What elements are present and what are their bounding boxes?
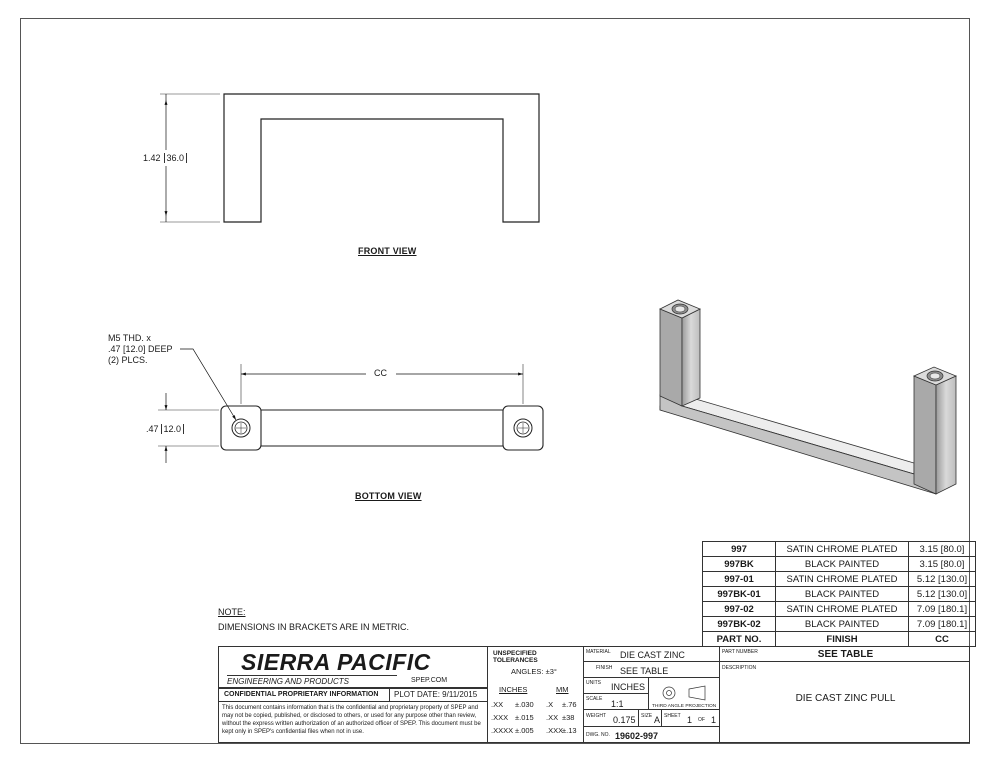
cc-dimension-label: CC (374, 368, 387, 378)
note-text: DIMENSIONS IN BRACKETS ARE IN METRIC. (218, 622, 410, 632)
tolerance-key: .X (546, 700, 554, 709)
finish-box (583, 661, 720, 678)
tolerance-value: ±.13 (562, 726, 577, 735)
tolerance-row (546, 711, 577, 724)
dwg-no-box (583, 726, 720, 743)
scale-label: SCALE (586, 696, 603, 702)
tolerance-key: .XX (546, 713, 559, 722)
plot-date-value: 9/11/2015 (442, 690, 478, 699)
bottom-view-title: BOTTOM VIEW (355, 491, 422, 501)
sheet-value: 1 (687, 715, 693, 725)
tolerance-value: ±38 (562, 713, 575, 722)
finish-value: SEE TABLE (620, 666, 669, 676)
third-angle-projection-icon (659, 683, 709, 703)
company-name: SIERRA PACIFIC (241, 649, 431, 675)
parts-table-row (703, 587, 976, 602)
confidential-title-box (218, 688, 390, 702)
tolerance-value: ±.015 (515, 713, 534, 722)
projection-box (648, 677, 720, 710)
note-heading: NOTE: (218, 607, 246, 617)
height-dim-in: 1.42 (143, 153, 161, 163)
callout-line-1: M5 THD. x (108, 333, 151, 343)
parts-table-cell-finish: SATIN CHROME PLATED (776, 572, 909, 587)
tolerance-mm-list (546, 698, 577, 737)
parts-table-cell-finish: BLACK PAINTED (776, 557, 909, 572)
parts-table-cell-part: 997 (703, 542, 776, 557)
parts-table-header-cc: CC (909, 632, 976, 647)
tolerance-row (491, 698, 534, 711)
parts-table-cell-cc: 5.12 [130.0] (909, 572, 976, 587)
projection-label: THIRD ANGLE PROJECTION (652, 704, 717, 709)
description-label: DESCRIPTION (722, 665, 757, 671)
sheet-total: 1 (711, 715, 717, 725)
parts-table-row (703, 542, 976, 557)
finish-label: FINISH (596, 665, 613, 671)
material-value: DIE CAST ZINC (620, 650, 685, 660)
tolerance-key: .XXX (546, 726, 564, 735)
confidential-title: CONFIDENTIAL PROPRIETARY INFORMATION (224, 691, 379, 698)
weight-label: WEIGHT (586, 713, 606, 719)
parts-table-row (703, 557, 976, 572)
callout-line-3: (2) PLCS. (108, 355, 148, 365)
parts-table-row (703, 572, 976, 587)
weight-value: 0.175 (613, 715, 636, 725)
parts-table-cell-cc: 7.09 [180.1] (909, 617, 976, 632)
weight-box (583, 709, 639, 727)
description-box (719, 661, 970, 743)
tolerance-mm-label: MM (556, 685, 569, 694)
material-label: MATERIAL (586, 649, 611, 655)
parts-table-header (703, 632, 976, 647)
company-subtitle: ENGINEERING AND PRODUCTS (227, 675, 397, 686)
tolerance-row (546, 698, 577, 711)
tolerances-block (487, 646, 584, 743)
plot-date-box (389, 688, 488, 702)
parts-table-cell-cc: 3.15 [80.0] (909, 542, 976, 557)
company-block (218, 646, 488, 688)
thread-callout (108, 333, 173, 366)
parts-table-cell-cc: 5.12 [130.0] (909, 587, 976, 602)
material-box (583, 646, 720, 662)
parts-table-cell-cc: 3.15 [80.0] (909, 557, 976, 572)
parts-table-header-finish: FINISH (776, 632, 909, 647)
parts-table-cell-cc: 7.09 [180.1] (909, 602, 976, 617)
tolerance-inches-label: INCHES (499, 685, 528, 694)
parts-table-cell-part: 997-02 (703, 602, 776, 617)
isometric-view (660, 300, 956, 494)
confidential-text-box (218, 701, 488, 743)
width-dimension (146, 424, 184, 434)
plot-date-label: PLOT DATE: (394, 690, 440, 699)
height-dimension (143, 153, 187, 163)
front-view-title: FRONT VIEW (358, 246, 417, 256)
tolerance-key: .XXXX (491, 726, 514, 735)
parts-table-cell-finish: BLACK PAINTED (776, 617, 909, 632)
tolerance-key: .XXX (491, 713, 509, 722)
parts-table-header-part: PART NO. (703, 632, 776, 647)
tolerance-row (491, 711, 534, 724)
units-label: UNITS (586, 680, 601, 686)
height-dim-mm: 36.0 (164, 153, 188, 163)
part-number-box (719, 646, 970, 662)
scale-box (583, 693, 649, 710)
plot-date (394, 690, 477, 699)
parts-table-cell-part: 997BK-02 (703, 617, 776, 632)
units-value: INCHES (611, 682, 646, 692)
tolerance-row (491, 724, 534, 737)
size-value: A (654, 715, 661, 725)
tolerance-value: ±.005 (515, 726, 534, 735)
tolerance-value: ±.76 (562, 700, 577, 709)
tolerance-value: ±.030 (515, 700, 534, 709)
parts-table-row (703, 617, 976, 632)
sheet-box (661, 709, 720, 727)
parts-table-row (703, 602, 976, 617)
description-value: DIE CAST ZINC PULL (795, 693, 896, 704)
tolerances-title: UNSPECIFIED TOLERANCES (493, 650, 538, 664)
front-view (160, 94, 539, 222)
parts-table-cell-part: 997BK-01 (703, 587, 776, 602)
dwg-no-label: DWG. NO. (586, 732, 610, 738)
bottom-view (158, 349, 543, 463)
tolerance-key: .XX (491, 700, 504, 709)
size-label: SIZE (641, 713, 653, 719)
sheet-label: SHEET (664, 713, 681, 719)
parts-table-cell-part: 997BK (703, 557, 776, 572)
confidential-text: This document contains information that is the confidential and proprietary property of SPEP and may not be copied, published, or disclosed to others, or used for any purpose other than review, without the express written authorization of an authorized officer of SPEP. This document must be kept only in SPEP's confidential files when not in use. (222, 705, 481, 735)
parts-table-cell-finish: SATIN CHROME PLATED (776, 602, 909, 617)
company-website: SPEP.COM (411, 677, 448, 684)
part-number-value: SEE TABLE (817, 649, 874, 660)
sheet-of-label: OF (698, 717, 705, 723)
parts-table-cell-finish: BLACK PAINTED (776, 587, 909, 602)
units-box (583, 677, 649, 694)
tolerance-inches-list (491, 698, 534, 737)
parts-table (702, 541, 976, 647)
size-box (638, 709, 662, 727)
parts-table-cell-finish: SATIN CHROME PLATED (776, 542, 909, 557)
part-number-label: PART NUMBER (722, 649, 758, 655)
dwg-no-value: 19602-997 (615, 731, 659, 741)
tolerance-row (546, 724, 577, 737)
scale-value: 1:1 (611, 699, 624, 709)
width-dim-mm: 12.0 (161, 424, 185, 434)
parts-table-cell-part: 997-01 (703, 572, 776, 587)
callout-line-2: .47 [12.0] DEEP (108, 344, 173, 354)
tolerance-angles: ANGLES: ±3° (511, 667, 557, 676)
width-dim-in: .47 (146, 424, 159, 434)
